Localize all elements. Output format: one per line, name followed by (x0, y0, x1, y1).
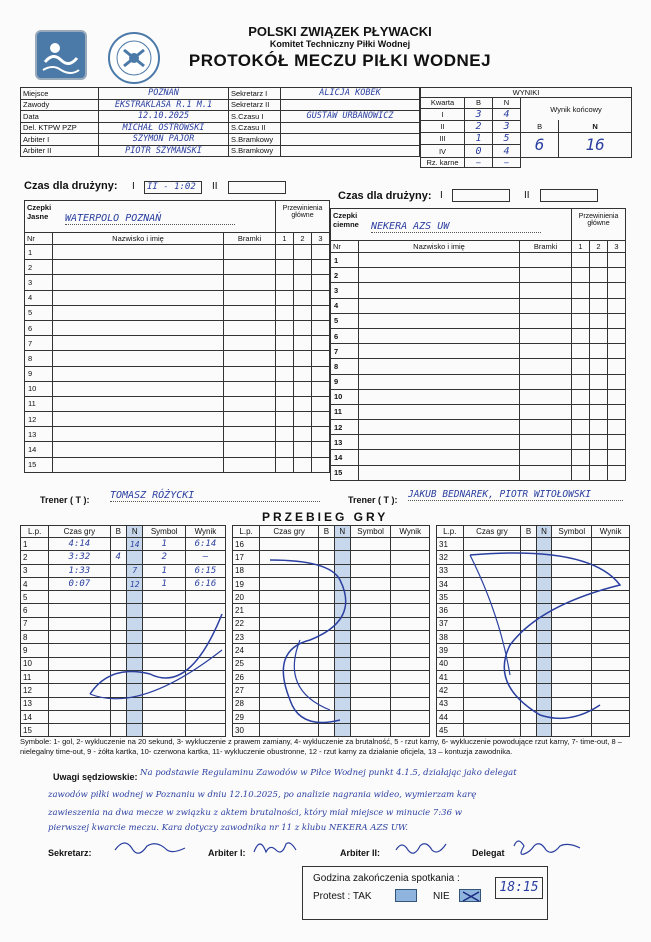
player-number: 4 (331, 298, 359, 313)
player-number: 1 (25, 245, 53, 260)
rz-b: – (465, 157, 493, 167)
quarter-label: IV (421, 145, 465, 157)
info-label-2: S.Bramkowy (229, 134, 281, 146)
log-lp: 26 (233, 670, 260, 683)
n-label: N (493, 98, 521, 108)
timeout-label-a: Czas dla drużyny: (24, 180, 118, 192)
log-lp: 1 (21, 538, 49, 551)
log-score[interactable]: 6:16 (185, 577, 225, 590)
log-symbol[interactable]: 1 (143, 538, 185, 551)
player-number: 13 (25, 427, 53, 442)
log-lp: 36 (437, 604, 464, 617)
timeout-i-label: I (132, 181, 135, 192)
quarter-b: 0 (465, 145, 493, 157)
quarter-label: II (421, 120, 465, 132)
info-value: SZYMON PAJOR (99, 134, 229, 146)
col-nr: Nr (25, 233, 53, 245)
player-number: 7 (25, 336, 53, 351)
info-value-2: ALICJA KOBEK (281, 88, 420, 100)
player-number: 9 (25, 366, 53, 381)
player-number: 3 (25, 275, 53, 290)
cross-mark-icon (460, 890, 482, 903)
quarter-n: 4 (493, 108, 521, 120)
player-number: 12 (25, 412, 53, 427)
log-n[interactable]: 14 (127, 538, 143, 551)
info-value-2: GUSTAW URBANOWICZ (281, 111, 420, 123)
protest-yes-checkbox[interactable] (395, 889, 417, 902)
info-label-2: Sekretarz I (229, 88, 281, 100)
fouls-label: Przewinienia główne (276, 201, 330, 233)
org-name: POLSKI ZWIĄZEK PŁYWACKI (248, 24, 432, 39)
quarter-n: 3 (493, 120, 521, 132)
info-label-2: S.Bramkowy (229, 145, 281, 157)
arbiter1-signature-label: Arbiter I: (208, 848, 246, 858)
quarter-b: 1 (465, 133, 493, 145)
log-col-header: Symbol (552, 526, 592, 538)
log-lp: 13 (21, 697, 49, 710)
col-goals: Bramki (224, 233, 276, 245)
log-col-header: Wynik (391, 526, 430, 538)
player-number: 3 (331, 283, 359, 298)
final-b-label: B (521, 120, 559, 132)
log-lp: 14 (21, 710, 49, 723)
info-label: Data (21, 111, 99, 123)
col-name: Nazwisko i imię (53, 233, 224, 245)
log-col-header: B (110, 526, 126, 538)
info-label-2: S.Czasu II (229, 122, 281, 134)
player-number: 14 (331, 450, 359, 465)
player-number: 10 (331, 389, 359, 404)
log-lp: 44 (437, 710, 464, 723)
player-number: 6 (25, 320, 53, 335)
log-lp: 33 (437, 564, 464, 577)
log-lp: 24 (233, 644, 260, 657)
protest-no-checkbox[interactable] (459, 889, 481, 902)
rz-karne-label: Rz. karne (421, 157, 465, 167)
timeout-a-i-field[interactable]: II - 1:02 (144, 181, 202, 194)
team-name: NEKERA AZS UW (371, 221, 541, 233)
log-lp: 5 (21, 591, 49, 604)
player-number: 12 (331, 420, 359, 435)
info-label-2: Sekretarz II (229, 99, 281, 111)
log-col-header: N (127, 526, 143, 538)
info-label: Zawody (21, 99, 99, 111)
col-foul: 2 (590, 241, 608, 253)
player-number: 2 (331, 268, 359, 283)
log-lp: 11 (21, 670, 49, 683)
log-col-header: L.p. (437, 526, 464, 538)
player-number: 15 (331, 465, 359, 480)
timeout-i-label: I (440, 190, 443, 201)
log-col-header: Czas gry (463, 526, 521, 538)
page-title: PROTOKÓŁ MECZU PIŁKI WODNEJ (188, 51, 492, 70)
remarks-line-1: Na podstawie Regulaminu Zawodów w Piłce Wodnej punkt 4.1.5, działając jako delegat (140, 768, 517, 778)
caps-color: ciemne (333, 220, 359, 229)
log-b[interactable]: 4 (110, 551, 126, 564)
player-number: 7 (331, 344, 359, 359)
timeout-ii-label: II (524, 190, 530, 201)
col-foul: 3 (608, 241, 626, 253)
info-label: Arbiter II (21, 145, 99, 157)
log-lp: 29 (233, 710, 260, 723)
player-number: 8 (25, 351, 53, 366)
log-time[interactable]: 4:14 (49, 538, 110, 551)
player-number: 11 (331, 404, 359, 419)
log-score[interactable]: 6:15 (185, 564, 225, 577)
log-lp: 4 (21, 577, 49, 590)
log-lp: 25 (233, 657, 260, 670)
log-lp: 8 (21, 631, 49, 644)
symbols-legend: Symbole: 1- gol, 2- wykluczenie na 20 sekund, 3- wykluczenie z prawem zamiany, 4- wykluczenie za brutalność, 5 - rzut karny, 6- wykluczenie powodujące rzut karny, 7- time-out, 8 – nielegalny time-out, 9 - żółta kartka, 10- czerwona kartka, 11- wykluczenie obustronne, 12 - rzut karny za działanie oficjela, 13 – kontuzja zawodnika. (20, 737, 622, 756)
player-number: 5 (331, 313, 359, 328)
info-value: 12.10.2025 (99, 111, 229, 123)
log-col-header: B (319, 526, 335, 538)
log-col-header: Czas gry (260, 526, 319, 538)
remarks-line-2: zawodów piłki wodnej w Poznaniu w dniu 12.10.2025, po analizie nagrania wideo, wymierzam karę (48, 790, 477, 800)
log-lp: 34 (437, 577, 464, 590)
remarks-line-3: zawieszenia na dwa mecze w związku z aktem brutalności, który miał miejsce w minucie 7:36 w (48, 808, 462, 818)
delegate-signature (508, 836, 588, 858)
player-number: 1 (331, 253, 359, 268)
game-log-title: PRZEBIEG GRY (262, 510, 389, 524)
results-title: WYNIKI (421, 88, 632, 98)
log-col-header: L.p. (21, 526, 49, 538)
col-nr: Nr (331, 241, 359, 253)
col-foul: 2 (294, 233, 312, 245)
coach-b-name: JAKUB BEDNAREK, PIOTR WITOŁOWSKI (408, 489, 623, 501)
log-col-header: L.p. (233, 526, 260, 538)
caps-label: Czepki (333, 211, 358, 220)
log-lp: 21 (233, 604, 260, 617)
col-foul: 1 (572, 241, 590, 253)
caps-color: Jasne (27, 212, 49, 221)
quarter-n: 4 (493, 145, 521, 157)
log-lp: 23 (233, 631, 260, 644)
log-lp: 42 (437, 684, 464, 697)
coach-a-name: TOMASZ RÓŻYCKI (110, 490, 320, 502)
timeout-ii-label: II (212, 181, 218, 192)
team-name: WATERPOLO POZNAŃ (65, 213, 235, 225)
log-col-header: B (521, 526, 537, 538)
final-n-label: N (559, 120, 632, 132)
log-col-header: Symbol (350, 526, 391, 538)
player-number: 11 (25, 396, 53, 411)
log-symbol[interactable]: 2 (143, 551, 185, 564)
end-time-field[interactable]: 18:15 (495, 877, 543, 899)
log-lp: 7 (21, 617, 49, 630)
log-lp: 39 (437, 644, 464, 657)
quarter-label: III (421, 133, 465, 145)
arbiter2-signature (392, 838, 462, 858)
log-col-header: N (334, 526, 350, 538)
log-lp: 9 (21, 644, 49, 657)
log-lp: 3 (21, 564, 49, 577)
info-label-2: S.Czasu I (229, 111, 281, 123)
final-label: Wynik końcowy (521, 98, 632, 121)
log-score[interactable]: 6:14 (185, 538, 225, 551)
log-lp: 10 (21, 657, 49, 670)
info-value: EKSTRAKLASA R.1 M.1 (99, 99, 229, 111)
log-time[interactable]: 1:33 (49, 564, 110, 577)
coach-b-label: Trener ( T ): (348, 495, 398, 505)
info-label: Miejsce (21, 88, 99, 100)
log-lp: 35 (437, 591, 464, 604)
info-value: POZNAŃ (99, 88, 229, 100)
secretary-signature (110, 836, 190, 856)
log-lp: 43 (437, 697, 464, 710)
fouls-label: Przewinienia główne (572, 209, 626, 241)
remarks-line-4: pierwszej kwarcie meczu. Kara dotyczy zawodnika nr 11 z klubu NEKERA AZS UW. (48, 823, 408, 833)
log-lp: 27 (233, 684, 260, 697)
log-n[interactable]: 7 (127, 564, 143, 577)
log-lp: 30 (233, 724, 260, 737)
player-number: 15 (25, 457, 53, 472)
col-name: Nazwisko i imię (359, 241, 520, 253)
quarter-n: 5 (493, 133, 521, 145)
caps-label: Czepki (27, 203, 52, 212)
log-lp: 17 (233, 551, 260, 564)
player-number: 13 (331, 435, 359, 450)
log-lp: 19 (233, 577, 260, 590)
log-lp: 20 (233, 591, 260, 604)
player-number: 2 (25, 260, 53, 275)
log-lp: 45 (437, 724, 464, 737)
log-lp: 37 (437, 617, 464, 630)
player-number: 8 (331, 359, 359, 374)
player-number: 9 (331, 374, 359, 389)
timeout-label-b: Czas dla drużyny: (338, 190, 432, 202)
log-lp: 38 (437, 631, 464, 644)
arbiter2-signature-label: Arbiter II: (340, 848, 381, 858)
log-lp: 6 (21, 604, 49, 617)
log-lp: 12 (21, 684, 49, 697)
info-value: PIOTR SZYMAŃSKI (99, 145, 229, 157)
secretary-signature-label: Sekretarz: (48, 848, 92, 858)
log-lp: 41 (437, 670, 464, 683)
log-lp: 2 (21, 551, 49, 564)
log-lp: 15 (21, 724, 49, 737)
rz-n: – (493, 157, 521, 167)
player-number: 5 (25, 305, 53, 320)
player-number: 6 (331, 328, 359, 343)
log-lp: 40 (437, 657, 464, 670)
quarter-label: I (421, 108, 465, 120)
log-col-header: Symbol (143, 526, 185, 538)
final-b-score: 6 (521, 133, 559, 158)
col-goals: Bramki (520, 241, 572, 253)
end-of-match-box (302, 866, 548, 920)
log-col-header: Czas gry (49, 526, 110, 538)
info-label: Del. KTPW PZP (21, 122, 99, 134)
log-lp: 22 (233, 617, 260, 630)
log-time[interactable]: 3:32 (49, 551, 110, 564)
info-label: Arbiter I (21, 134, 99, 146)
final-n-score: 16 (559, 133, 632, 158)
log-lp: 16 (233, 538, 260, 551)
committee-name: Komitet Techniczny Piłki Wodnej (269, 39, 411, 49)
player-number: 10 (25, 381, 53, 396)
col-foul: 3 (312, 233, 330, 245)
coach-a-label: Trener ( T ): (40, 495, 90, 505)
log-col-header: Wynik (592, 526, 630, 538)
kwarta-label: Kwarta (421, 98, 465, 108)
quarter-b: 2 (465, 120, 493, 132)
protest-yes-label: Protest : TAK (313, 891, 372, 902)
log-lp: 32 (437, 551, 464, 564)
log-lp: 28 (233, 697, 260, 710)
protest-no-label: NIE (433, 891, 450, 902)
col-foul: 1 (276, 233, 294, 245)
delegate-signature-label: Delegat (472, 848, 505, 858)
end-time-label: Godzina zakończenia spotkania : (313, 873, 460, 884)
log-score[interactable]: — (185, 551, 225, 564)
player-number: 14 (25, 442, 53, 457)
info-value: MICHAŁ OSTROWSKI (99, 122, 229, 134)
log-n[interactable]: 12 (127, 577, 143, 590)
remarks-label: Uwagi sędziowskie: (53, 772, 138, 782)
log-lp: 18 (233, 564, 260, 577)
arbiter1-signature (250, 838, 300, 858)
log-time[interactable]: 0:07 (49, 577, 110, 590)
b-label: B (465, 98, 493, 108)
quarter-b: 3 (465, 108, 493, 120)
log-lp: 31 (437, 538, 464, 551)
player-number: 4 (25, 290, 53, 305)
log-col-header: N (536, 526, 552, 538)
log-symbol[interactable]: 1 (143, 564, 185, 577)
log-symbol[interactable]: 1 (143, 577, 185, 590)
log-col-header: Wynik (185, 526, 225, 538)
